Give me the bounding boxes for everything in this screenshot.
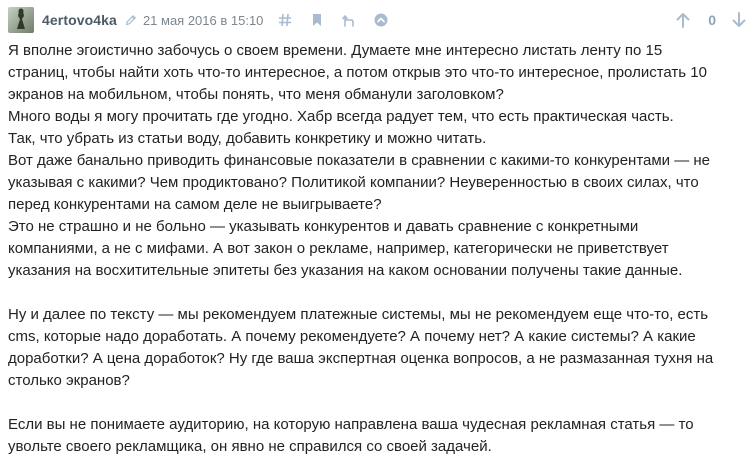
author-username[interactable]: 4ertovo4ka xyxy=(42,12,117,28)
comment-paragraph xyxy=(8,414,748,458)
text-line: экранов на мобильном, чтобы понять, что меня обманули заголовком? xyxy=(8,86,504,103)
text-line: Так, что убрать из статьи воду, добавить конкретику и можно читать. xyxy=(8,130,487,147)
comment-date[interactable]: 21 мая 2016 в 15:10 xyxy=(142,12,264,28)
hash-icon[interactable] xyxy=(277,12,293,28)
expand-icon[interactable] xyxy=(373,12,389,28)
parent-link-icon[interactable] xyxy=(341,12,357,28)
text-line: Много воды я могу прочитать где угодно. Хабр всегда радует тем, что есть практическая часть. xyxy=(8,108,674,125)
voting-controls xyxy=(674,6,748,34)
comment-score: 0 xyxy=(708,12,716,28)
avatar[interactable] xyxy=(8,7,34,33)
text-line: увольте своего рекламщика, он явно не справился со своей задачей. xyxy=(8,438,492,455)
text-line: указывая с какими? Чем продиктовано? Политикой компании? Неуверенностью в своих силах, что xyxy=(8,174,699,191)
comment-body xyxy=(8,40,748,458)
bookmark-icon[interactable] xyxy=(309,12,325,28)
text-line: Вот даже банально приводить финансовые показатели в сравнении с какими-то конкурентами — не xyxy=(8,152,711,169)
arrow-up-icon[interactable] xyxy=(674,11,692,29)
text-line: доработки? А цена доработок? Ну где ваша экспертная оценка вопросов, а не размазанная тухня на xyxy=(8,350,714,367)
comment-header xyxy=(8,6,748,34)
pencil-icon xyxy=(125,14,137,26)
text-line: cms, которые надо доработать. А почему рекомендуете? А почему нет? А какие системы? А какие xyxy=(8,328,696,345)
text-line: столько экранов? xyxy=(8,372,130,389)
text-line: Это не страшно и не больно — указывать конкурентов и давать сравнение с конкретными xyxy=(8,218,639,235)
text-line: Я вполне эгоистично забочусь о своем времени. Думаете мне интересно листать ленту по 15 xyxy=(8,42,663,59)
arrow-down-icon[interactable] xyxy=(730,11,748,29)
comment-paragraph xyxy=(8,40,748,282)
text-line: компаниями, а не с мифами. А вот закон о рекламе, например, категорически не приветствует xyxy=(8,240,669,257)
text-line: перед конкурентами на самом деле не выигрываете? xyxy=(8,196,382,213)
text-line: Если вы не понимаете аудиторию, на которую направлена ваша чудесная рекламная статья — то xyxy=(8,416,694,433)
text-line: указания на восхитительные эпитеты без указания на каком основании получены такие данные. xyxy=(8,262,683,279)
text-line: Ну и далее по тексту — мы рекомендуем платежные системы, мы не рекомендуем еще что-то, есть xyxy=(8,306,709,323)
comment-paragraph xyxy=(8,304,748,392)
text-line: страниц, чтобы найти хоть что-то интересное, а потом открыв это что-то интересное, пролистать 10 xyxy=(8,64,707,81)
